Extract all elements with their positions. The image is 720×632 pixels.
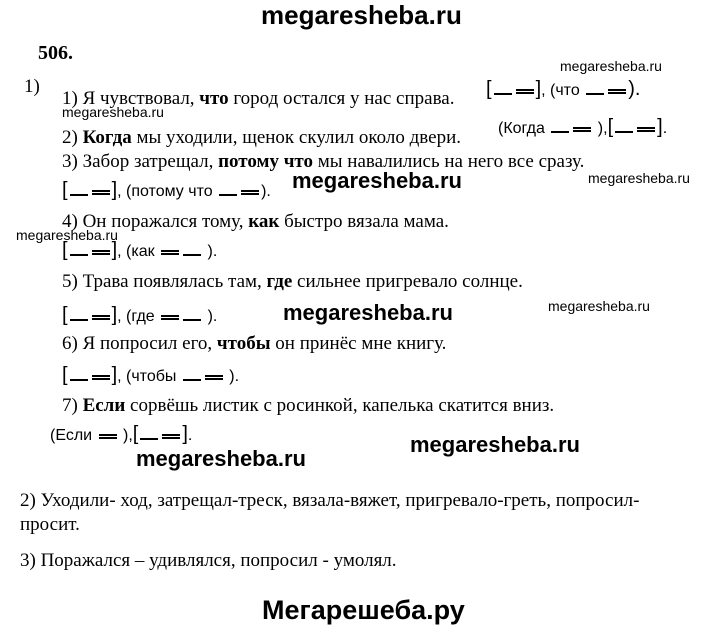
watermark-big: megaresheba.ru: [283, 300, 453, 325]
sentence-4: 4) Он поражался тому, как быстро вязала мама.: [62, 211, 449, 232]
part1-label: 1): [24, 76, 40, 97]
sentence-1: 1) Я чувствовал, что город остался у нас справа.: [62, 88, 455, 109]
site-header: megaresheba.ru: [261, 0, 462, 30]
sentence-5: 5) Трава появлялась там, где сильнее пригревало солнце.: [62, 271, 523, 292]
scheme-7: (Если ),[ ].: [50, 423, 193, 445]
scheme-2: (Когда ),[ ].: [498, 116, 668, 138]
watermark-small: megaresheba.ru: [548, 298, 650, 314]
watermark-big: megaresheba.ru: [292, 168, 462, 193]
sentence-3: 3) Забор затрещал, потому что мы навалились на него все сразу.: [62, 151, 585, 172]
sentence-2: 2) Когда мы уходили, щенок скулил около двери.: [62, 127, 461, 148]
scheme-5: [ ], (где ).: [62, 304, 218, 326]
sentence-7: 7) Если сорвёшь листик с росинкой, капелька скатится вниз.: [62, 395, 555, 416]
part3-text: 3) Поражался – удивлялся, попросил - умолял.: [20, 550, 397, 571]
scheme-4: [ ], (как ).: [62, 239, 218, 261]
task-number: 506.: [38, 42, 73, 64]
scheme-6: [ ], (чтобы ).: [62, 364, 240, 386]
scheme-3: [ ], (потому что ).: [62, 179, 271, 201]
scheme-1: [ ], (что ).: [486, 78, 641, 100]
watermark-small: megaresheba.ru: [560, 58, 662, 74]
part2-text-cont: просит.: [20, 514, 80, 535]
footer-title: Мегарешеба.ру: [262, 595, 465, 625]
watermark-big: megaresheba.ru: [410, 432, 580, 457]
watermark-small: megaresheba.ru: [16, 227, 118, 243]
sentence-6: 6) Я попросил его, чтобы он принёс мне книгу.: [62, 333, 447, 354]
watermark-small: megaresheba.ru: [588, 170, 690, 186]
watermark-big: megaresheba.ru: [136, 446, 306, 471]
part2-text: 2) Уходили- ход, затрещал-треск, вязала-вяжет, пригревало-греть, попросил-: [20, 490, 640, 511]
watermark-small: megaresheba.ru: [62, 104, 164, 120]
